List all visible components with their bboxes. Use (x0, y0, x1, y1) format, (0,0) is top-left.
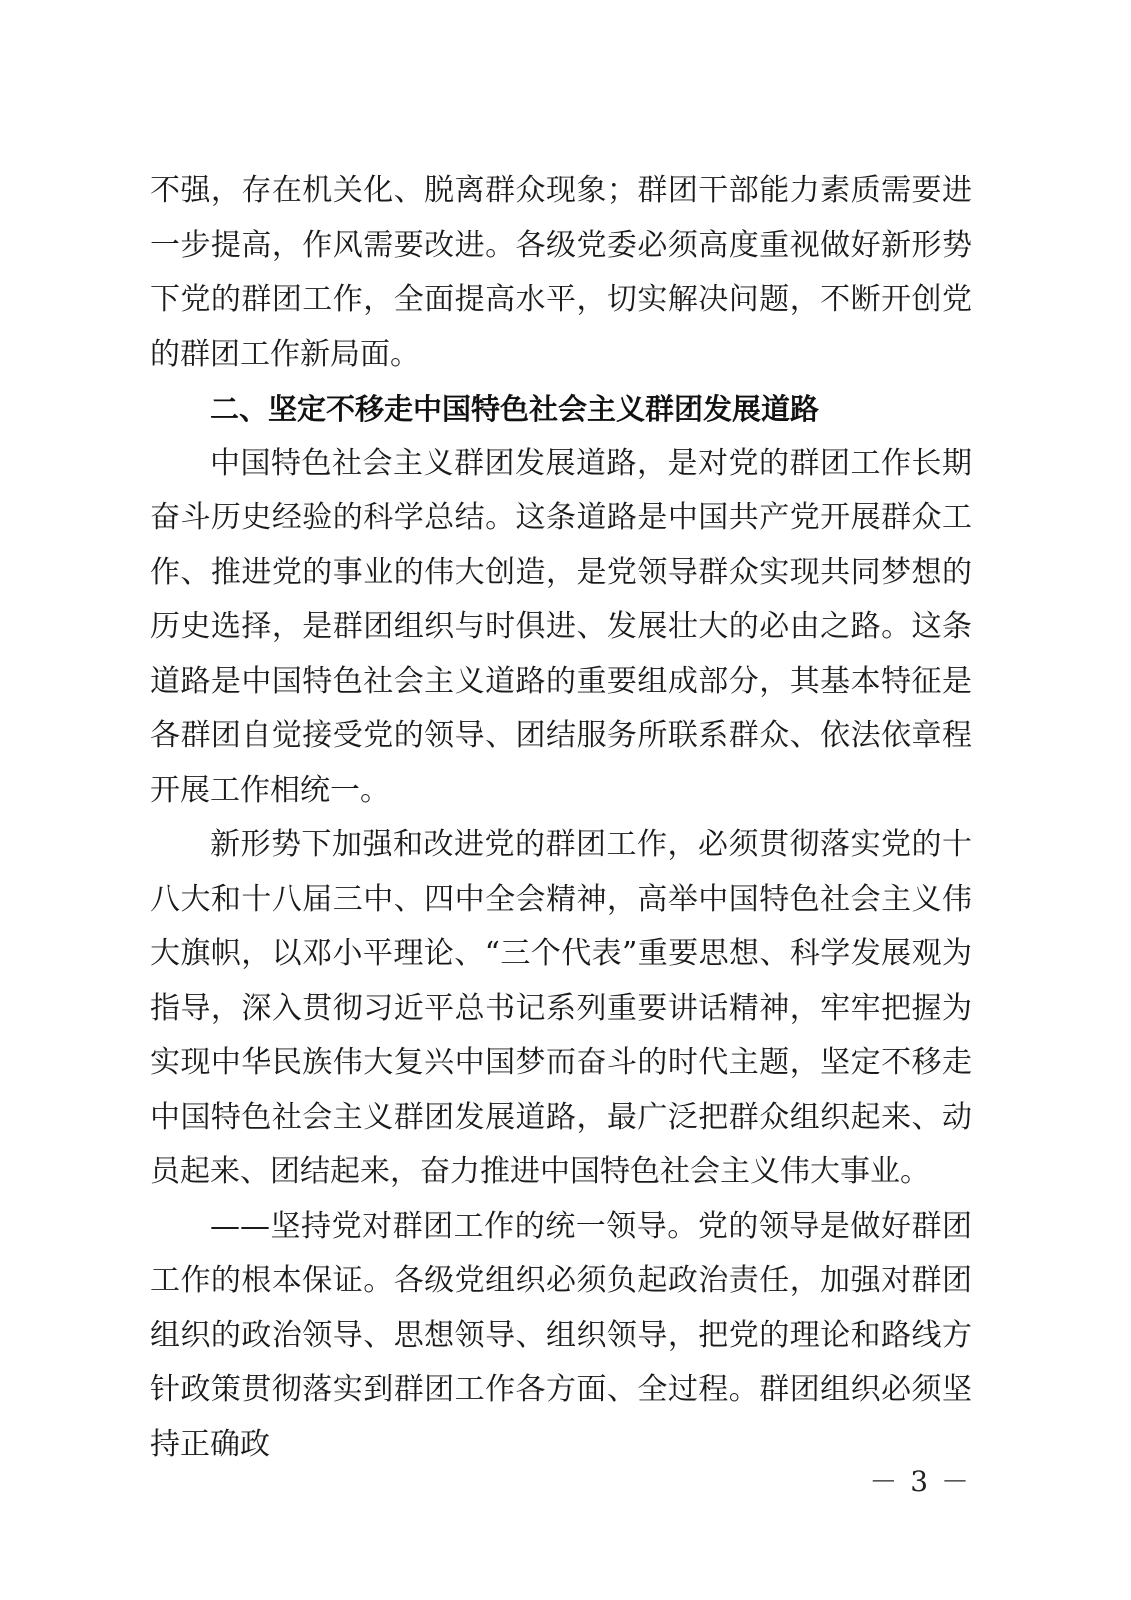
paragraph-new-situation: 新形势下加强和改进党的群团工作，必须贯彻落实党的十八大和十八届三中、四中全会精神，高举中国特色社会主义伟大旗帜，以邓小平理论、“三个代表”重要思想、科学发展观为指导，深入贯彻习近平总书记系列重要讲话精神，牢牢把握为实现中华民族伟大复兴中国梦而奋斗的时代主题，坚定不移走中国特色社会主义群团发展道路，最广泛把群众组织起来、动员起来、团结起来，奋力推进中国特色社会主义伟大事业。 (150, 827, 972, 1189)
paragraph-development-path: 中国特色社会主义群团发展道路，是对党的群团工作长期奋斗历史经验的科学总结。这条道路是中国共产党开展群众工作、推进党的事业的伟大创造，是党领导群众实现共同梦想的历史选择，是群团组织与时俱进、发展壮大的必由之路。这条道路是中国特色社会主义道路的重要组成部分，其基本特征是各群团自觉接受党的领导、团结服务所联系群众、依法依章程开展工作相统一。 (150, 445, 972, 808)
section-heading: 二、坚定不移走中国特色社会主义群团发展道路 (210, 392, 820, 426)
page-number: － 3 － (869, 1465, 971, 1498)
paragraph-party-leadership: ——坚持党对群团工作的统一领导。党的领导是做好群团工作的根本保证。各级党组织必须负起政治责任，加强对群团组织的政治领导、思想领导、组织领导，把党的理论和路线方针政策贯彻落实到群团工作各方面、全过程。群团组织必须坚持正确政 (150, 1208, 972, 1462)
paragraph-continuation: 不强，存在机关化、脱离群众现象；群团干部能力素质需要进一步提高，作风需要改进。各级党委必须高度重视做好新形势下党的群团工作，全面提高水平，切实解决问题，不断开创党的群团工作新局面。 (150, 173, 972, 372)
document-body (150, 164, 972, 1472)
